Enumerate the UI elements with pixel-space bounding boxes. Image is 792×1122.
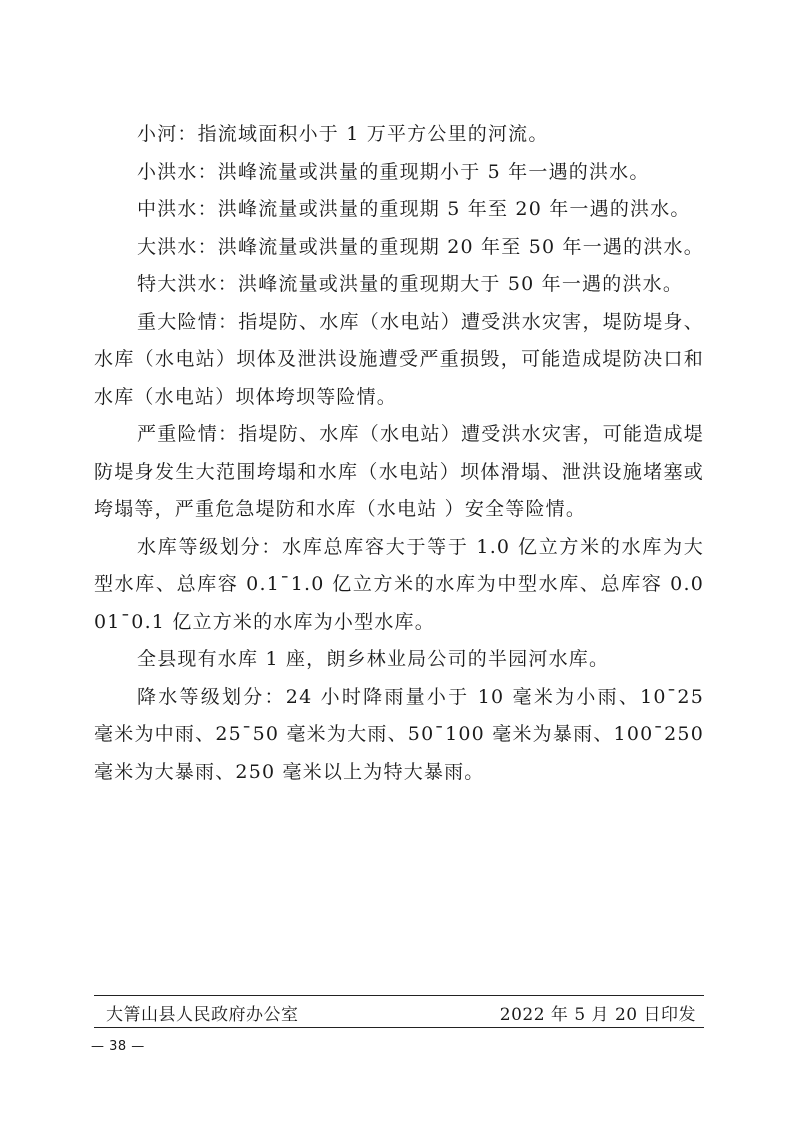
footer-issue-date: 2022 年 5 月 20 日印发 xyxy=(499,1004,696,1025)
paragraph-county-reservoirs: 全县现有水库 1 座，朗乡林业局公司的半园河水库。 xyxy=(137,648,610,670)
paragraph-serious-danger: 严重险情：指堤防、水库（水电站）遭受洪水灾害，可能造成堤防堤身发生大范围垮塌和水库（水电站）坝体滑塌、泄洪设施堵塞或垮塌等，严重危急堤防和水库（水电站 ）安全等险情。 xyxy=(94,423,704,520)
body-text xyxy=(94,116,704,791)
paragraph-medium-flood: 中洪水：洪峰流量或洪量的重现期 5 年至 20 年一遇的洪水。 xyxy=(137,198,691,220)
footer-imprint xyxy=(106,1000,696,1024)
paragraph-reservoir-grades: 水库等级划分：水库总库容大于等于 1.0 亿立方米的水库为大型水库、总库容 0.1¯1.0 亿立方米的水库为中型水库、总库容 0.001¯0.1 亿立方米的水库为小型水库。 xyxy=(94,535,704,633)
paragraph-major-danger: 重大险情：指堤防、水库（水电站）遭受洪水灾害，堤防堤身、水库（水电站）坝体及泄洪设施遭受严重损毁，可能造成堤防决口和水库（水电站）坝体垮坝等险情。 xyxy=(94,310,704,408)
paragraph-large-flood: 大洪水：洪峰流量或洪量的重现期 20 年至 50 年一遇的洪水。 xyxy=(137,235,704,258)
paragraph-extra-large-flood: 特大洪水：洪峰流量或洪量的重现期大于 50 年一遇的洪水。 xyxy=(137,273,684,295)
paragraph-small-river: 小河：指流域面积小于 1 万平方公里的河流。 xyxy=(137,123,549,145)
paragraph-small-flood: 小洪水：洪峰流量或洪量的重现期小于 5 年一遇的洪水。 xyxy=(137,160,650,183)
page-number: — 38 — xyxy=(91,1039,145,1054)
footer-bottom-rule xyxy=(94,1027,704,1028)
footer-top-rule xyxy=(94,995,704,996)
footer-issuer: 大箐山县人民政府办公室 xyxy=(106,1004,299,1025)
paragraph-rainfall-grades: 降水等级划分：24 小时降雨量小于 10 毫米为小雨、10¯25 毫米为中雨、25¯50 毫米为大雨、50¯100 毫米为暴雨、100¯250 毫米为大暴雨、250 毫米以上为特大暴雨。 xyxy=(94,685,704,783)
